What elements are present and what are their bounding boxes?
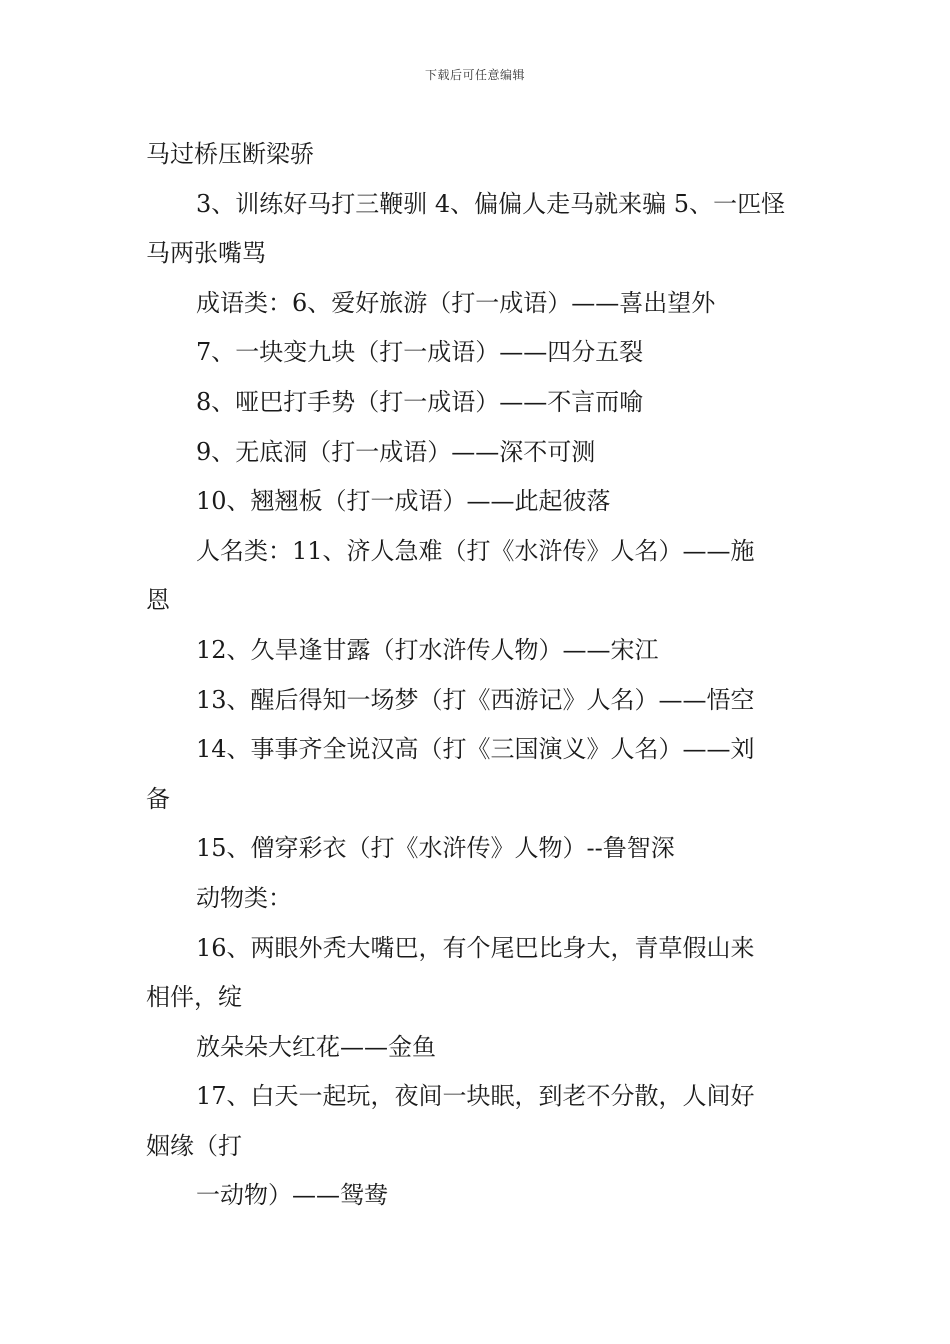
text-line: 一动物）——鸳鸯	[196, 1181, 388, 1210]
text-line: 7、一块变九块（打一成语）——四分五裂	[196, 338, 644, 367]
page-header: 下载后可任意编辑	[424, 68, 525, 82]
text-line: 10、翘翘板（打一成语）——此起彼落	[196, 487, 611, 516]
text-line: 15、僧穿彩衣（打《水浒传》人物）--鲁智深	[196, 834, 675, 863]
text-line: 放朵朵大红花——金鱼	[196, 1032, 436, 1061]
text-line: 相伴，绽	[146, 983, 242, 1012]
text-line: 13、醒后得知一场梦（打《西游记》人名）——悟空	[196, 685, 755, 714]
text-line: 17、白天一起玩，夜间一块眠，到老不分散，人间好	[196, 1082, 755, 1111]
document-body	[146, 130, 810, 1221]
text-line: 3、训练好马打三鞭驯 4、偏偏人走马就来骗 5、一匹怪	[196, 189, 786, 218]
text-line: 14、事事齐全说汉高（打《三国演义》人名）——刘	[196, 735, 755, 764]
text-line: 16、两眼外秃大嘴巴，有个尾巴比身大，青草假山来	[196, 933, 755, 962]
text-line: 8、哑巴打手势（打一成语）——不言而喻	[196, 387, 644, 416]
text-line: 备	[146, 784, 170, 813]
text-line: 恩	[146, 586, 170, 615]
text-line: 马过桥压断梁骄	[146, 140, 314, 168]
text-line: 9、无底洞（打一成语）——深不可测	[196, 437, 596, 466]
text-line: 马两张嘴骂	[146, 239, 266, 268]
text-line: 人名类：11、济人急难（打《水浒传》人名）——施	[196, 536, 755, 565]
text-line: 动物类：	[196, 883, 292, 912]
text-line: 姻缘（打	[146, 1131, 242, 1160]
text-line: 12、久旱逢甘露（打水浒传人物）——宋江	[196, 635, 659, 664]
text-line: 成语类：6、爱好旅游（打一成语）——喜出望外	[196, 288, 716, 317]
